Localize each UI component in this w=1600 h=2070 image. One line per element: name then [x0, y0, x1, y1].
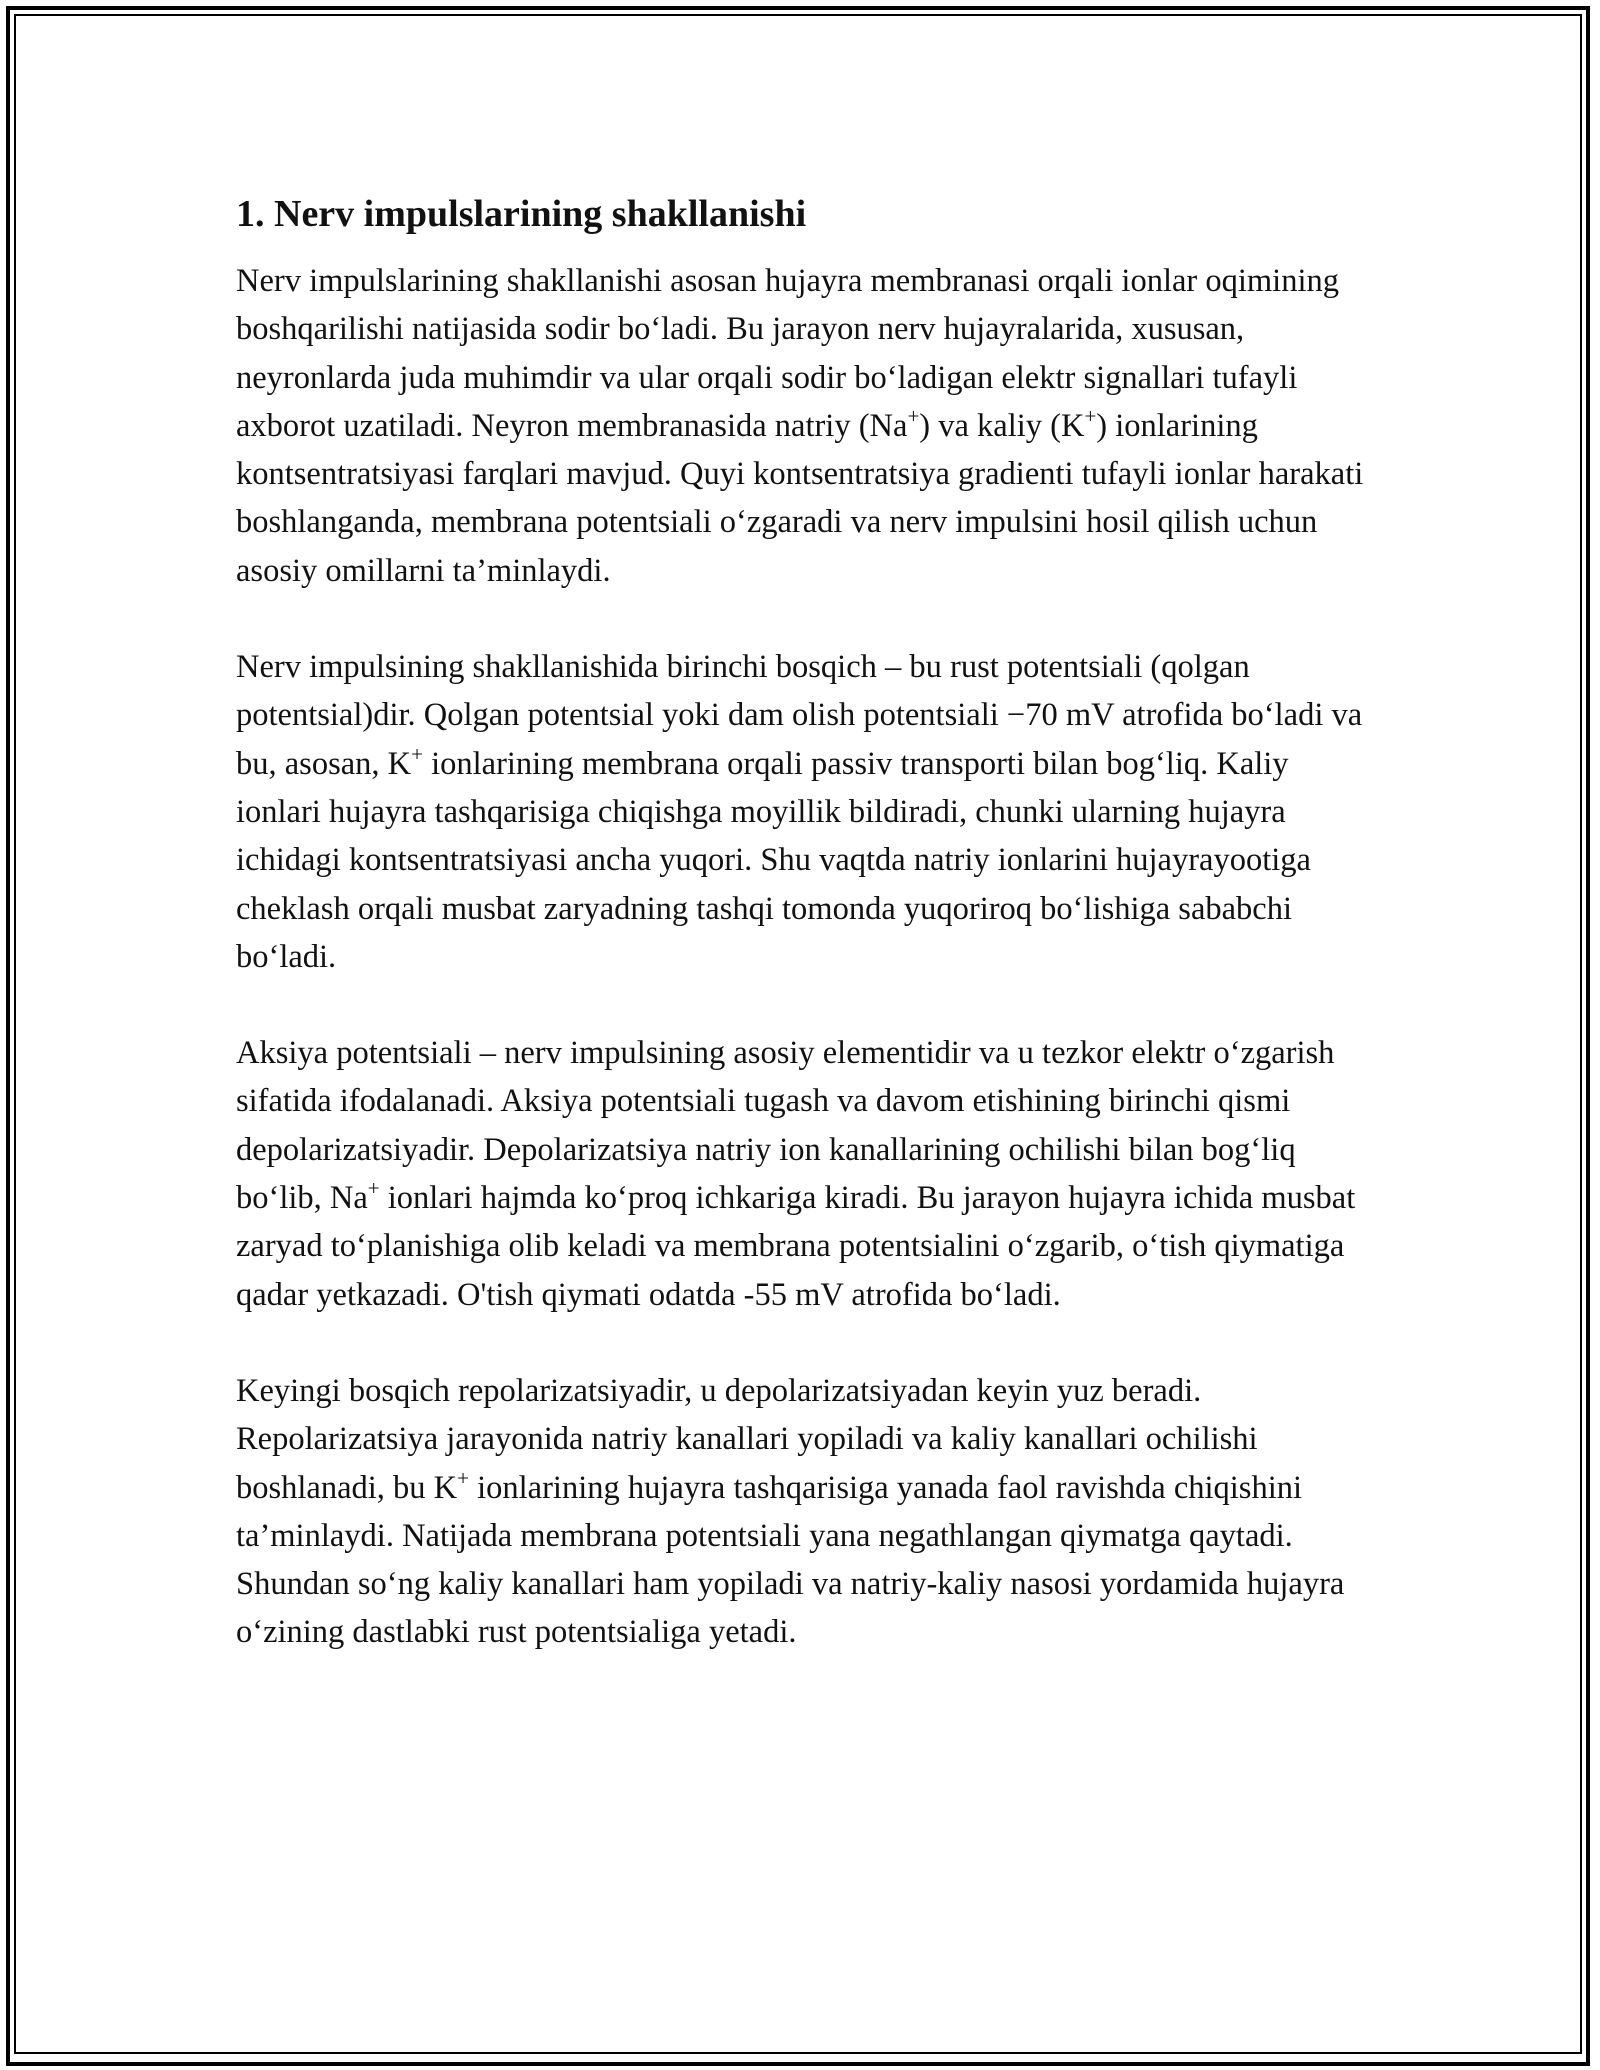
- document-body: [236, 188, 1376, 1705]
- paragraph-3-text-a: Aksiya potentsiali – nerv impulsining asosiy elementidir va u tezkor elektr o‘zgarish sifatida ifodalanadi. Aksiya potentsiali tugash va davom etishining birinchi qismi depolarizatsiyadir. Depolarizatsiya natriy ion kanallarining ochilishi bilan bog‘liq bo‘lib, Na: [236, 1035, 1335, 1217]
- superscript-plus: +: [457, 1465, 469, 1490]
- section-heading: 1. Nerv impulslarining shakllanishi: [236, 193, 807, 235]
- paragraph-1-text-a: Nerv impulslarining shakllanishi asosan hujayra membranasi orqali ionlar oqimining boshqarilishi natijasida sodir bo‘ladi. Bu jarayon nerv hujayralarida, xususan, neyronlarda juda muhimdir va ular orqali sodir bo‘ladigan elektr signallari tufayli axborot uzatiladi. Neyron membranasida natriy (Na: [236, 263, 1339, 444]
- paragraph-2-text-a: Nerv impulsining shakllanishida birinchi bosqich – bu rust potentsiali (qolgan potentsial)dir. Qolgan potentsial yoki dam olish potentsiali −70 mV atrofida bo‘ladi va bu, asosan, K: [236, 649, 1363, 782]
- superscript-plus: +: [411, 741, 423, 766]
- paragraph-2-text-b: ionlarining membrana orqali passiv transporti bilan bog‘liq. Kaliy ionlari hujayra tashqarisiga chiqishga moyillik bildiradi, chunki ularning hujayra ichidagi kontsentratsiyasi ancha yuqori. Shu vaqtda natriy ionlarini hujayrayootiga cheklash orqali musbat zaryadning tashqi tomonda yuqoriroq bo‘lishiga sababchi bo‘ladi.: [236, 745, 1311, 975]
- paragraph-3: [236, 1029, 1376, 1319]
- paragraph-3-text-b: ionlari hajmda ko‘proq ichkariga kiradi. Bu jarayon hujayra ichida musbat zaryad to‘planishiga olib keladi va membrana potentsialini o‘zgarib, o‘tish qiymatiga qadar yetkazadi. O'tish qiymati odatda -55 mV atrofida bo‘ladi.: [236, 1180, 1356, 1313]
- paragraph-4-text-a: Keyingi bosqich repolarizatsiyadir, u depolarizatsiyadan keyin yuz beradi. Repolarizatsiya jarayonida natriy kanallari yopiladi va kaliy kanallari ochilishi boshlanadi, bu K: [236, 1372, 1258, 1506]
- superscript-plus: +: [1084, 403, 1097, 428]
- paragraph-4-text-b: ionlarining hujayra tashqarisiga yanada faol ravishda chiqishini ta’minlaydi. Natijada membrana potentsiali yana negathlangan qiymatga qaytadi. Shundan so‘ng kaliy kanallari ham yopiladi va natriy-kaliy nasosi yordamida hujayra o‘zining dastlabki rust potentsialiga yetadi.: [236, 1469, 1345, 1651]
- paragraph-1: [236, 257, 1376, 595]
- paragraph-1-text-b: ) va kaliy (K: [919, 407, 1085, 444]
- paragraph-4: [236, 1367, 1376, 1657]
- paragraph-1-text-c: ) ionlarining kontsentratsiyasi farqlari mavjud. Quyi kontsentratsiya gradienti tufayli ionlar harakati boshlanganda, membrana potentsiali o‘zgaradi va nerv impulsini hosil qilish uchun asosiy omillarni ta’minlaydi.: [236, 407, 1364, 589]
- superscript-plus: +: [367, 1176, 380, 1201]
- superscript-plus: +: [907, 403, 920, 428]
- paragraph-2: [236, 643, 1376, 981]
